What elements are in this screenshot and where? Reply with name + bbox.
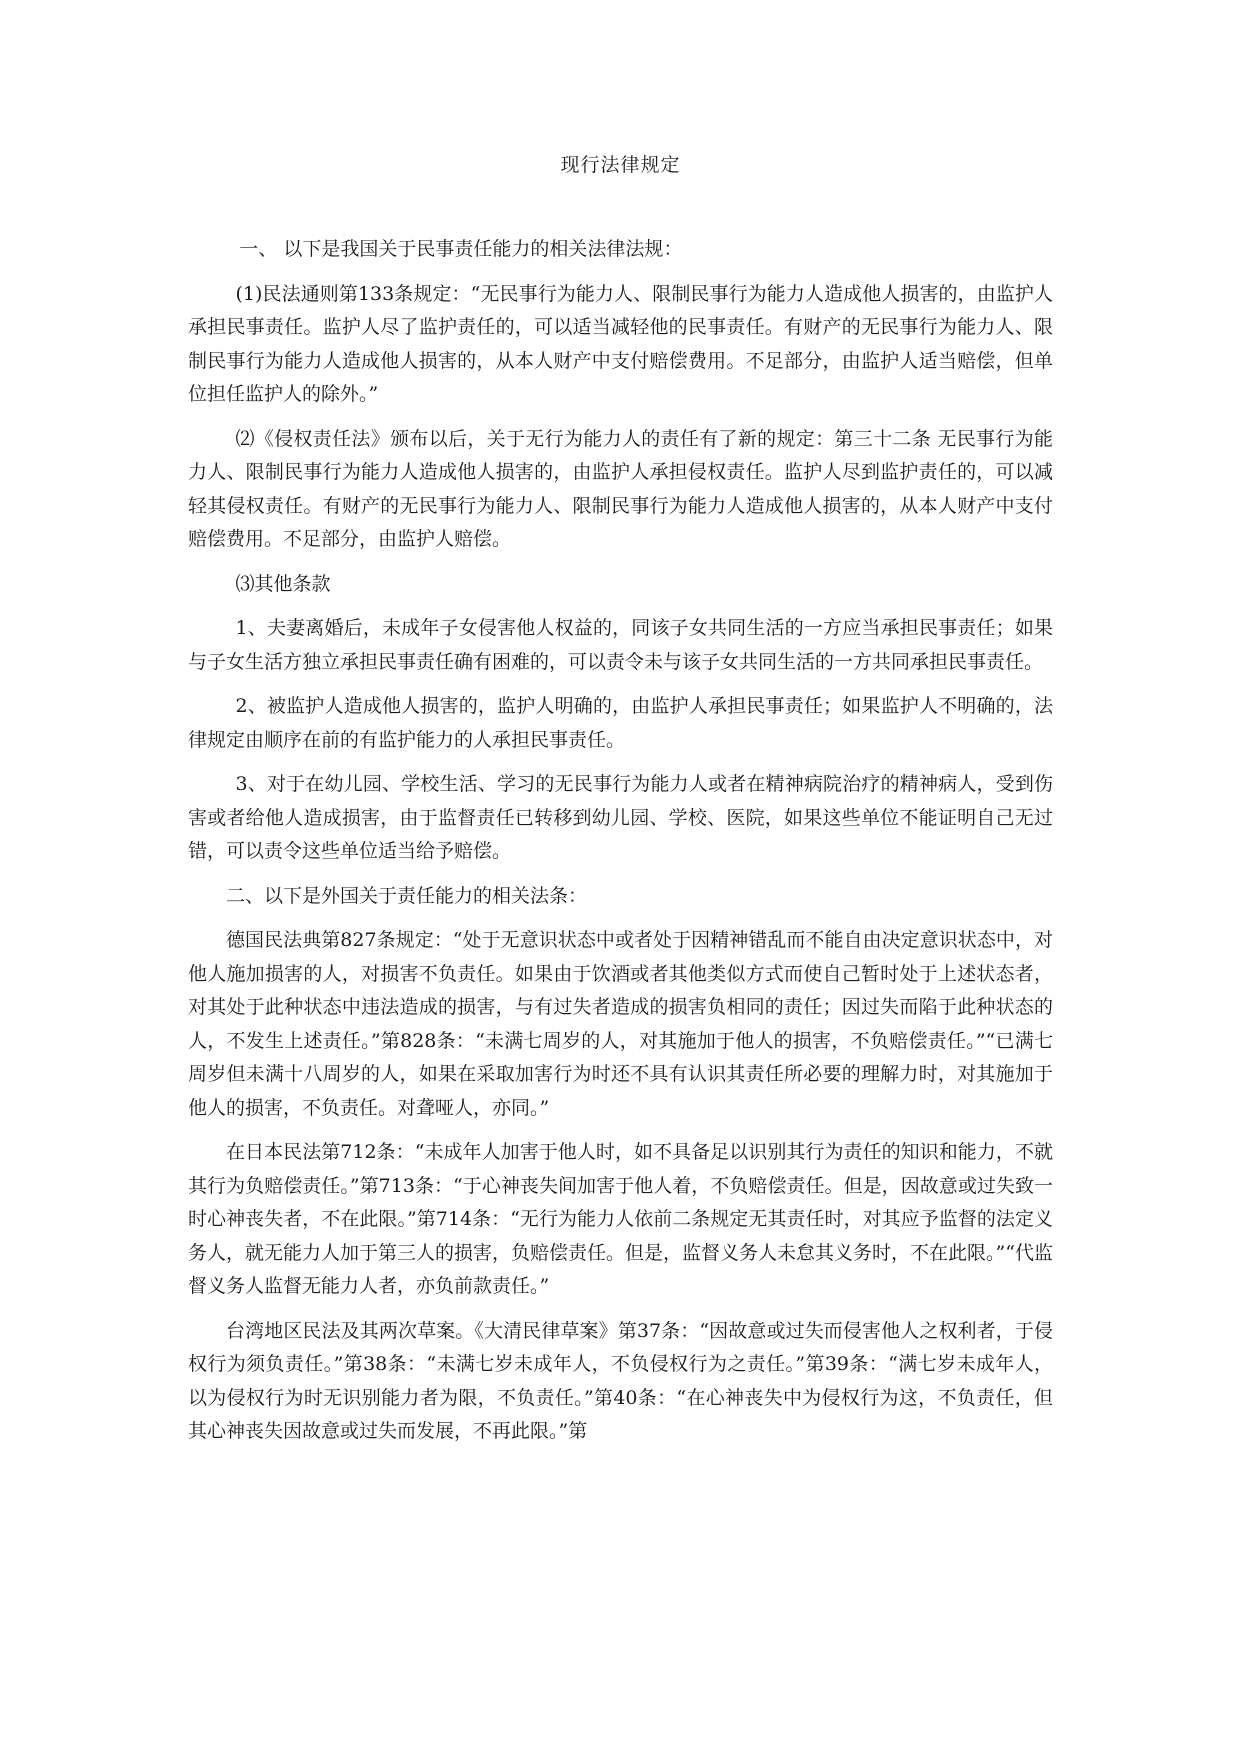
- document-title: 现行法律规定: [560, 154, 681, 176]
- section-heading-domestic: 一、 以下是我国关于民事责任能力的相关法律法规：: [239, 238, 683, 260]
- paragraph-clause-3: 3、对于在幼儿园、学校生活、学习的无民事行为能力人或者在精神病院治疗的精神病人，受到伤害或者给他人造成损害，由于监督责任已转移到幼儿园、学校、医院，如果这些单位不能证明自己无过错，可以责令这些单位适当给予赔偿。: [188, 773, 1053, 862]
- section-heading-foreign: 二、以下是外国关于责任能力的相关法条：: [226, 884, 588, 907]
- document-page: [188, 150, 1053, 1449]
- paragraph-japanese-civil-code: 在日本民法第712条：“未成年人加害于他人时，如不具备足以识别其行为责任的知识和能力，不就其行为负赔偿责任。”第713条：“于心神丧失间加害于他人着，不负赔偿责任。但是，因故意或过失致一时心神丧失者，不在此限。”第714条：“无行为能力人依前二条规定无其责任时，对其应予监督的法定义务人，就无能力人加于第三人的损害，负赔偿责任。但是，监督义务人未怠其义务时，不在此限。”“代监督义务人监督无能力人者，亦负前款责任。”: [188, 1141, 1053, 1297]
- paragraph-german-civil-code: 德国民法典第827条规定：“处于无意识状态中或者处于因精神错乱而不能自由决定意识状态中，对他人施加损害的人，对损害不负责任。如果由于饮酒或者其他类似方式而使自己暂时处于上述状态者，对其处于此种状态中违法造成的损害，与有过失者造成的损害负相同的责任；因过失而陷于此种状态的人，不发生上述责任。”第828条：“未满七周岁的人，对其施加于他人的损害，不负赔偿责任。”“已满七周岁但未满十八周岁的人，如果在采取加害行为时还不具有认识其责任所必要的理解力时，对其施加于他人的损害，不负责任。对聋哑人，亦同。”: [188, 929, 1053, 1119]
- paragraph-tort-liability-law: ⑵《侵权责任法》颁布以后，关于无行为能力人的责任有了新的规定：第三十二条 无民事行为能力人、限制民事行为能力人造成他人损害的，由监护人承担侵权责任。监护人尽到监护责任的，可以减轻其侵权责任。有财产的无民事行为能力人、限制民事行为能力人造成他人损害的，从本人财产中支付赔偿费用。不足部分，由监护人赔偿。: [188, 427, 1053, 550]
- paragraph-clause-2: 2、被监护人造成他人损害的，监护人明确的，由监护人承担民事责任；如果监护人不明确的，法律规定由顺序在前的有监护能力的人承担民事责任。: [188, 695, 1053, 751]
- paragraph-civil-law-133: (1)民法通则第133条规定：“无民事行为能力人、限制民事行为能力人造成他人损害的，由监护人承担民事责任。监护人尽了监护责任的，可以适当减轻他的民事责任。有财产的无民事行为能力人、限制民事行为能力人造成他人损害的，从本人财产中支付赔偿费用。不足部分，由监护人适当赔偿，但单位担任监护人的除外。”: [188, 282, 1053, 405]
- paragraph-clause-1: 1、夫妻离婚后，未成年子女侵害他人权益的，同该子女共同生活的一方应当承担民事责任；如果与子女生活方独立承担民事责任确有困难的，可以责令未与该子女共同生活的一方共同承担民事责任。: [188, 617, 1053, 673]
- paragraph-taiwan-civil-law: 台湾地区民法及其两次草案。《大清民律草案》第37条：“因故意或过失而侵害他人之权利者，于侵权行为须负责任。”第38条：“未满七岁未成年人，不负侵权行为之责任。”第39条：“满七岁未成年人，以为侵权行为时无识别能力者为限，不负责任。”第40条：“在心神丧失中为侵权行为这，不负责任，但其心神丧失因故意或过失而发展，不再此限。”第: [188, 1319, 1053, 1442]
- paragraph-other-clauses-heading: ⑶其他条款: [235, 572, 331, 595]
